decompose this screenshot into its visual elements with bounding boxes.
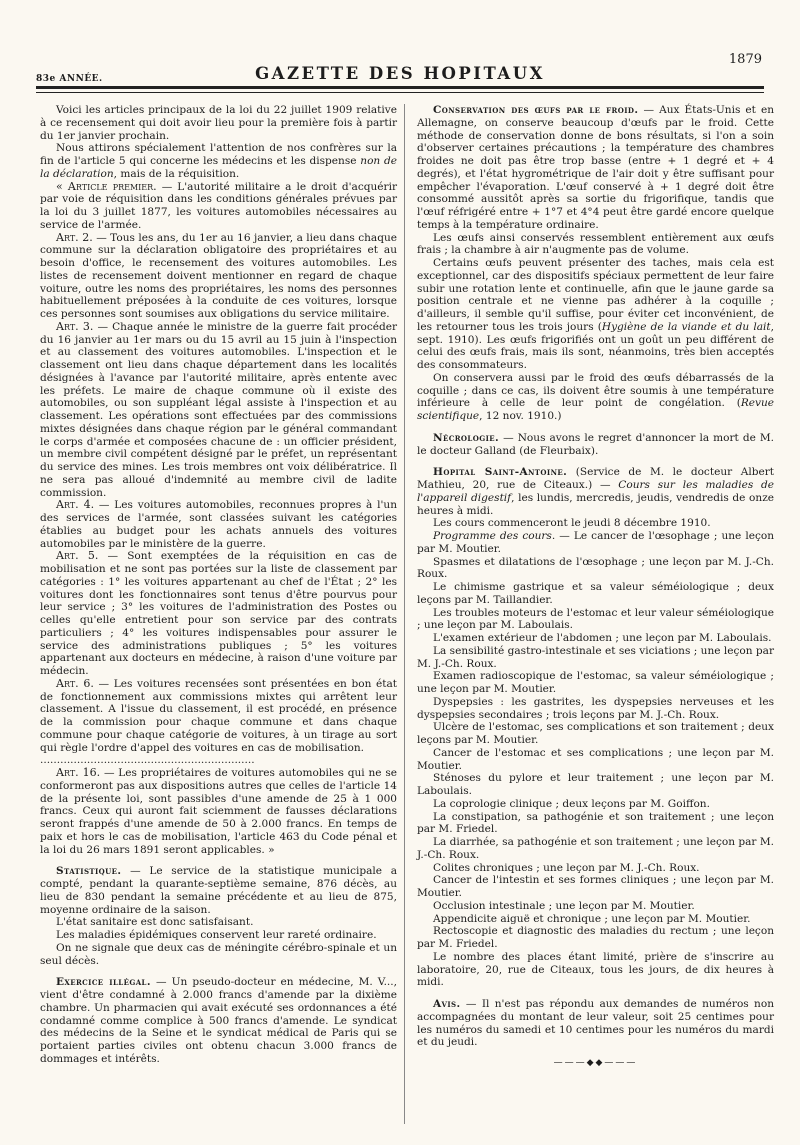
lesson-item: La sensibilité gastro-intestinale et ses viciations ; une leçon par M. J.-Ch. Roux. [417, 644, 774, 670]
closing-fleuron: ———◆◆——— [553, 1058, 638, 1068]
page-header [36, 52, 764, 86]
lesson-item: Les troubles moteurs de l'estomac et leur valeur séméiologique ; une leçon par M. Laboulais. [417, 606, 774, 632]
lesson-item: Appendicite aiguë et chronique ; une leçon par M. Moutier. [433, 912, 751, 925]
egg-paragraph-4: On conservera aussi par le froid des œufs débarrassés de la coquille ; dans ce cas, ils doivent être soumis à une température inférieure à celle de leur point de congélation. (Revue scientifique, 12 nov. 1910.) [417, 371, 774, 422]
lesson-item: Dyspepsies : les gastrites, les dyspepsies nerveuses et les dyspepsies secondaires ; trois leçons par M. J.-Ch. Roux. [417, 695, 774, 721]
article-5: Art. 5. — Sont exemptées de la réquisition en cas de mobilisation et ne sont pas portées sur la liste de classement par catégories : 1° les voitures appartenant au chef de l'État ; 2° les voitures dont les fonctionnaires sont tenus d'être pourvus pour leur service ; 3° les voitures de l'administration des Postes ou celles qu'elle entretient pour son service par des contrats particuliers ; 4° les voitures indispensables pour assurer le service des administrations publiques ; 5° les voitures appartenant aux docteurs en médecine, à raison d'une voiture par médecin. [40, 549, 397, 677]
page-number: 1879 [728, 52, 762, 67]
notice-section: Avis. — Il n'est pas répondu aux demandes de numéros non accompagnées du montant de leur valeur, soit 25 centimes pour les numéros du samedi et 10 centimes pour les numéros du mardi et du jeudi. [417, 998, 774, 1049]
hospital-section: Hopital Saint-Antoine. (Service de M. le docteur Albert Mathieu, 20, rue de Citeaux.) — Cours sur les maladies de l'appareil digestif, les lundis, mercredis, jeudis, vendredis de onze heures à midi. [417, 466, 774, 517]
statistics-section: Statistique. — Le service de la statistique municipale a compté, pendant la quarante-septième semaine, 876 décès, au lieu de 830 pendant la semaine précédente et au lieu de 875, moyenne ordinaire de la saison. [40, 865, 397, 916]
lesson-item: Occlusion intestinale ; une leçon par M. Moutier. [433, 899, 695, 912]
lesson-item: La constipation, sa pathogénie et son traitement ; une leçon par M. Friedel. [417, 810, 774, 836]
column-divider [404, 104, 405, 1124]
registration-note: Le nombre des places étant limité, prière de s'inscrire au laboratoire, 20, rue de Citeaux, tous les jours, de dix heures à midi. [417, 950, 774, 989]
lesson-item: L'examen extérieur de l'abdomen ; une leçon par M. Laboulais. [433, 632, 772, 644]
right-column [417, 104, 774, 1070]
lesson-item: Examen radioscopique de l'estomac, sa valeur séméiologique ; une leçon par M. Moutier. [417, 670, 774, 695]
lesson-item: La diarrhée, sa pathogénie et son traitement ; une leçon par M. J.-Ch. Roux. [417, 836, 774, 861]
article-6: Art. 6. — Les voitures recensées sont présentées en bon état de fonctionnement aux commissions mixtes qui arrêtent leur classement. A l'issue du classement, il est procédé, en présence de la commission pour chaque commune et dans chaque commune pour chaque catégorie de voitures, à un tirage au sort qui règle l'ordre d'appel des voitures en cas de mobilisation. [40, 676, 397, 754]
intro-paragraph: Voici les articles principaux de la loi du 22 juillet 1909 relative à ce recensement qui doit avoir lieu pour la première fois à partir du 1er janvier prochain. [40, 104, 397, 142]
egg-paragraph-3: Certains œufs peuvent présenter des taches, mais cela est exceptionnel, car des dispositifs spéciaux permettent de leur faire subir une rotation lente et continuelle, afin que le jaune garde sa position centrale et ne vienne pas adhérer à la coquille ; d'ailleurs, il semble qu'il suffise, pour éviter cet inconvénient, de les retourner tous les trois jours (Hygiène de la viande et du lait, sept. 1910). Les œufs frigorifiés ont un goût un peu différent de celui des œufs frais, mais ils sont, néanmoins, très bien acceptés des consommateurs. [417, 257, 774, 371]
statistics-paragraph-3: Les maladies épidémiques conservent leur rareté ordinaire. [56, 929, 377, 941]
header-rule-thick [36, 86, 764, 89]
lesson-item: Colites chroniques ; une leçon par M. J.-Ch. Roux. [433, 861, 700, 874]
illegal-practice-section: Exercice illégal. — Un pseudo-docteur en médecine, M. V..., vient d'être condamné à 2.000 francs d'amende par la dixième chambre. Un pharmacien qui avait exécuté ses ordonnances a été condamné comme complice à 500 francs d'amende. Le syndicat des médecins de la Seine et le syndicat médical de Paris qui se portaient parties civiles ont obtenu chacun 3.000 francs de dommages et intérêts. [40, 976, 397, 1065]
attention-paragraph: Nous attirons spécialement l'attention de nos confrères sur la fin de l'article 5 qui concerne les médecins et les dispense non de la déclaration, mais de la réquisition. [40, 142, 397, 180]
necrology-section: Nécrologie. — Nous avons le regret d'annoncer la mort de M. le docteur Galland (de Fleurbaix). [417, 431, 774, 457]
lesson-item: La coprologie clinique ; deux leçons par M. Goiffon. [433, 797, 710, 810]
lesson-item: Sténoses du pylore et leur traitement ; une leçon par M. Laboulais. [417, 772, 774, 797]
article-2: Art. 2. — Tous les ans, du 1er au 16 janvier, a lieu dans chaque commune sur la déclaration obligatoire des propriétaires et au besoin d'office, le recensement des voitures automobiles. Les listes de recensement doivent mentionner en regard de chaque voiture, outre les noms des propriétaires, les noms des personnes habituellement préposées à la conduite de ces voitures, lorsque ces personnes sont soumises aux obligations du service militaire. [40, 230, 397, 320]
course-program: Programme des cours. — Le cancer de l'œsophage ; une leçon par M. Moutier. [417, 530, 774, 555]
lesson-item: Rectoscopie et diagnostic des maladies du rectum ; une leçon par M. Friedel. [417, 925, 774, 950]
left-column [40, 104, 397, 1066]
egg-conservation-section: Conservation des œufs par le froid. — Aux États-Unis et en Allemagne, on conserve beaucoup d'œufs par le froid. Cette méthode de conservation donne de bons résultats, si l'on a soin d'observer certaines précautions ; la température des chambres froides ne doit pas être trop basse (entre + 1 degré et + 4 degrés), et l'état hygrométrique de l'air doit y être suffisant pour empêcher l'évaporation. L'œuf conservé à + 1 degré doit être consommé aussitôt après sa sortie du frigorifique, tandis que l'œuf réfrigéré entre + 1°7 et 4°4 peut être gardé encore quelque temps à la température ordinaire. [417, 104, 774, 231]
article-1: « Article premier. — L'autorité militaire a le droit d'acquérir par voie de réquisition dans les conditions générales prévues par la loi du 3 juillet 1877, les voitures automobiles nécessaires au service de l'armée. [40, 179, 397, 231]
statistics-paragraph-2: L'état sanitaire est donc satisfaisant. [56, 916, 254, 929]
article-4: Art. 4. — Les voitures automobiles, reconnues propres à l'un des services de l'armée, sont classées suivant les catégories établies au budget pour les achats annuels des voitures automobiles par le ministère de la guerre. [40, 498, 397, 550]
lesson-item: Cancer de l'intestin et ses formes cliniques ; une leçon par M. Moutier. [417, 874, 774, 899]
ellipsis-line: ................................................................ [40, 754, 255, 767]
course-start-date: Les cours commenceront le jeudi 8 décembre 1910. [433, 517, 711, 530]
lesson-item: Spasmes et dilatations de l'œsophage ; une leçon par M. J.-Ch. Roux. [417, 555, 774, 581]
lesson-item: Ulcère de l'estomac, ses complications et son traitement ; deux leçons par M. Moutier. [417, 721, 774, 746]
article-16: Art. 16. — Les propriétaires de voitures automobiles qui ne se conformeront pas aux dispositions autres que celles de l'article 14 de la présente loi, sont passibles d'une amende de 25 à 1 000 francs. Ceux qui auront fait sciemment de fausses déclarations seront frappés d'une amende de 50 à 2.000 francs. En temps de paix et hors le cas de mobilisation, l'article 463 du Code pénal et la loi du 26 mars 1891 seront applicables. » [40, 766, 398, 856]
lesson-item: Cancer de l'estomac et ses complications ; une leçon par M. Moutier. [417, 746, 774, 772]
publication-title: GAZETTE DES HOPITAUX [255, 64, 545, 83]
issue-label: 83e ANNÉE. [36, 74, 103, 84]
lesson-item: Le chimisme gastrique et sa valeur séméiologique ; deux leçons par M. Taillandier. [417, 581, 774, 606]
statistics-paragraph-4: On ne signale que deux cas de méningite cérébro-spinale et un seul décès. [40, 941, 397, 967]
egg-paragraph-2: Les œufs ainsi conservés ressemblent entièrement aux œufs frais ; la chambre à air n'augmente pas de volume. [417, 231, 774, 257]
header-rule-thin [36, 92, 764, 93]
article-3: Art. 3. — Chaque année le ministre de la guerre fait procéder du 16 janvier au 1er mars ou du 15 avril au 15 juin à l'inspection et au classement des voitures automobiles. L'inspection et le classement ont lieu dans chaque département dans les localités désignées à l'avance par l'autorité militaire, après entente avec les préfets. Le maire de chaque commune où il existe des automobiles, ou son suppléant légal assiste à l'inspection et au classement. Les opérations sont effectuées par des commissions mixtes désignées dans chaque région par le général commandant le corps d'armée et composées chacune de : un officier président, un membre civil compétent désigné par le préfet, un représentant du service des mines. Les trois membres ont voix délibératrice. Il ne sera pas alloué d'indemnité au membre civil de ladite commission. [40, 319, 397, 499]
